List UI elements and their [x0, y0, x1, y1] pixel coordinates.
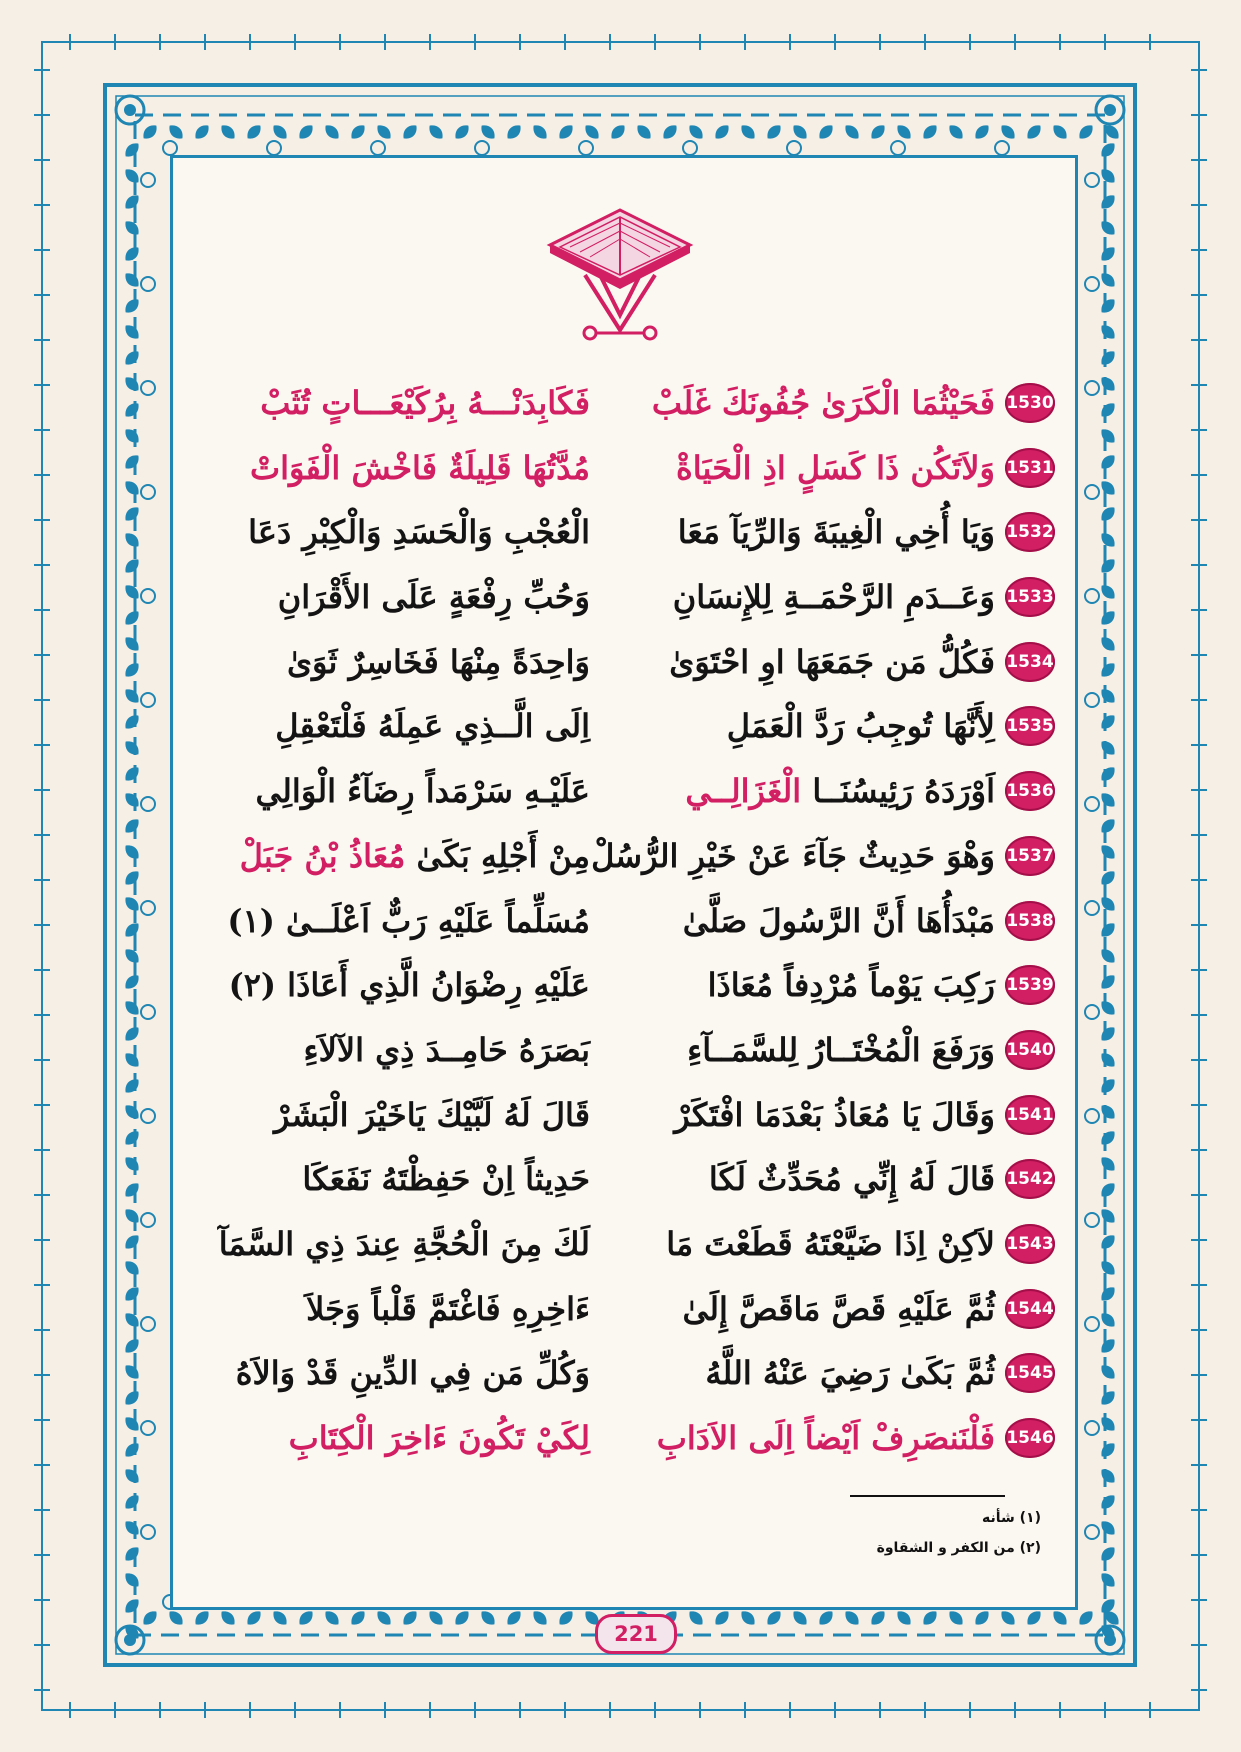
verse-first-hemistich: فَحَيْثُمَا الْكَرَىٰ جُفُونَكَ غَلَبْ	[651, 384, 995, 422]
verse-second-hemistich: حَدِيثاً اِنْ حَفِظْتَهُ نَفَعَكَا	[302, 1160, 590, 1199]
verse-row	[195, 1022, 1055, 1087]
verse-number-badge: 1545	[1005, 1353, 1055, 1393]
verse-first-hemistich: وَعَــدَمِ الرَّحْمَــةِ لِلإِنسَانِ	[672, 578, 995, 617]
verse-second-hemistich: وَكُلِّ مَن فِي الدِّينِ قَدْ وَالاَهُ	[235, 1354, 590, 1393]
highlighted-name: الْغَزَالِــي	[685, 772, 802, 811]
verse-row	[195, 375, 1055, 440]
verse-first-hemistich: فَكُلُّ مَن جَمَعَهَا اوِ احْتَوَىٰ	[669, 642, 995, 681]
quran-stand-icon	[540, 205, 700, 345]
verse-number-badge: 1539	[1005, 965, 1055, 1005]
verse-first-hemistich: مَبْدَأُهَا أَنَّ الرَّسُولَ صَلَّىٰ	[682, 901, 995, 940]
verse-row	[195, 1410, 1055, 1475]
verse-first-hemistich: وَيَا أُخِي الْغِيبَةَ وَالرِّيَآ مَعَا	[677, 513, 995, 552]
verse-second-hemistich: مُدَّتُهَا قَلِيلَةٌ فَاخْشَ الْفَوَاتْ	[249, 448, 590, 487]
verse-first-hemistich: اَوْرَدَهُ رَئِيسُنَــا الْغَزَالِــي	[685, 772, 995, 811]
verse-row	[195, 1345, 1055, 1410]
verse-second-hemistich: عَلَيْـهِ سَرْمَداً رِضَآءُ الْوَالِي	[255, 772, 590, 811]
verse-first-hemistich: وَلاَتَكُن ذَا كَسَلٍ اذِ الْحَيَاةْ	[676, 448, 995, 487]
verse-row	[195, 1087, 1055, 1152]
verse-number-badge: 1538	[1005, 901, 1055, 941]
verse-second-hemistich: لِكَيْ تَكُونَ ءَاخِرَ الْكِتَابِ	[288, 1419, 590, 1457]
verse-second-hemistich: وَاحِدَةً مِنْهَا فَخَاسِرٌ ثَوَىٰ	[286, 642, 590, 681]
verse-first-hemistich: لاَكِنْ اِذَا ضَيَّعْتَهُ قَطَعْتَ مَا	[666, 1224, 995, 1263]
verse-row	[195, 504, 1055, 569]
verse-number-badge: 1544	[1005, 1289, 1055, 1329]
verse-first-hemistich: فَلْنَنصَرِفْ اَيْضاً اِلَى الاَدَابِ	[656, 1419, 995, 1457]
verse-second-hemistich: ءَاخِرِهِ فَاغْتَمَّ قَلْباً وَجَلاَ	[306, 1289, 590, 1328]
verse-number-badge: 1546	[1005, 1418, 1055, 1458]
verse-second-hemistich: اِلَى الَّــذِي عَمِلَهُ فَلْتَعْقِلِ	[275, 707, 590, 746]
verse-number-badge: 1542	[1005, 1159, 1055, 1199]
footnote-1: (١) شأنه	[982, 1510, 1041, 1526]
verse-second-hemistich: وَحُبِّ رِفْعَةٍ عَلَى الأَقْرَانِ	[277, 578, 590, 617]
verse-second-hemistich: عَلَيْهِ رِضْوَانُ الَّذِي أَعَاذَا (٢)	[228, 966, 590, 1005]
verse-number-badge: 1541	[1005, 1095, 1055, 1135]
verse-number-badge: 1536	[1005, 771, 1055, 811]
verse-first-hemistich: وَرَفَعَ الْمُخْتَــارُ لِلسَّمَــآءِ	[687, 1030, 995, 1069]
verse-row	[195, 828, 1055, 893]
verse-row	[195, 634, 1055, 699]
verse-number-badge: 1532	[1005, 512, 1055, 552]
verse-first-hemistich: وَقَالَ يَا مُعَاذُ بَعْدَمَا افْتَكَرْ	[674, 1095, 995, 1134]
verse-number-badge: 1534	[1005, 642, 1055, 682]
verse-second-hemistich: مُسَلِّماً عَلَيْهِ رَبٌّ اَعْلَــىٰ (١)	[227, 901, 590, 940]
verse-second-hemistich: قَالَ لَهُ لَبَّيْكَ يَاخَيْرَ الْبَشَرْ	[273, 1095, 590, 1134]
verse-number-badge: 1535	[1005, 706, 1055, 746]
verse-row	[195, 763, 1055, 828]
page-number: 221	[595, 1614, 677, 1654]
verse-second-hemistich: فَكَابِدَنْـــهُ بِرُكَيْعَـــاتٍ تُثَبْ	[260, 384, 590, 422]
verse-row	[195, 893, 1055, 958]
verse-number-badge: 1530	[1005, 383, 1055, 423]
verse-row	[195, 957, 1055, 1022]
verse-first-hemistich: رَكِبَ يَوْماً مُرْدِفاً مُعَاذَا	[707, 966, 995, 1005]
verse-list	[195, 375, 1055, 1475]
verse-row	[195, 1216, 1055, 1281]
footnote-separator	[850, 1495, 1005, 1497]
verse-second-hemistich: الْعُجْبِ وَالْحَسَدِ وَالْكِبْرِ دَعَا	[248, 513, 590, 552]
verse-number-badge: 1531	[1005, 448, 1055, 488]
highlighted-name: مُعَاذُ بْنُ جَبَلْ	[239, 836, 406, 875]
verse-number-badge: 1543	[1005, 1224, 1055, 1264]
verse-second-hemistich: مِنْ أَجْلِهِ بَكَىٰ مُعَاذُ بْنُ جَبَلْ	[239, 836, 590, 875]
verse-first-hemistich: وَهْوَ حَدِيثٌ جَآءَ عَنْ خَيْرِ الرُّسُلْ	[591, 836, 995, 875]
verse-second-hemistich: بَصَرَهُ حَامِــدَ ذِي الآلاَءِ	[303, 1030, 590, 1069]
verse-number-badge: 1537	[1005, 836, 1055, 876]
verse-first-hemistich: ثُمَّ بَكَىٰ رَضِيَ عَنْهُ اللَّهُ	[705, 1354, 995, 1393]
footnote-2: (٢) من الكفر و الشقاوة	[876, 1540, 1041, 1556]
verse-second-hemistich: لَكَ مِنَ الْحُجَّةِ عِندَ ذِي السَّمَآ	[218, 1224, 590, 1263]
verse-row	[195, 569, 1055, 634]
verse-row	[195, 1151, 1055, 1216]
verse-row	[195, 440, 1055, 505]
verse-number-badge: 1540	[1005, 1030, 1055, 1070]
verse-number-badge: 1533	[1005, 577, 1055, 617]
verse-first-hemistich: قَالَ لَهُ إِنِّي مُحَدِّثٌ لَكَا	[708, 1160, 995, 1199]
verse-row	[195, 1281, 1055, 1346]
verse-first-hemistich: ثُمَّ عَلَيْهِ قَصَّ مَاقَصَّ إِلَىٰ	[682, 1289, 995, 1328]
verse-first-hemistich: لِأَنَّهَا تُوجِبُ رَدَّ الْعَمَلِ	[726, 707, 995, 746]
verse-row	[195, 698, 1055, 763]
